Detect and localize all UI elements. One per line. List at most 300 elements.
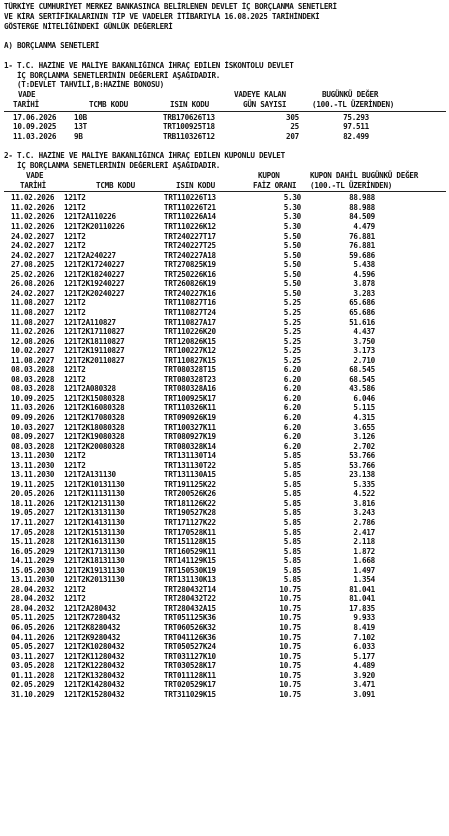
table-row xyxy=(4,661,445,671)
deger-cell: 5.115 xyxy=(353,403,375,413)
section1-separator xyxy=(4,111,446,112)
deger-cell: 81.041 xyxy=(349,584,375,594)
tcmb-cell: 121T2K15280432 xyxy=(64,689,125,699)
isin-cell: TRT150530K19 xyxy=(164,565,216,575)
isin-cell: TRT191125K22 xyxy=(164,479,216,489)
faiz-cell: 5.50 xyxy=(283,279,301,289)
table-row xyxy=(4,442,445,452)
table-row xyxy=(4,556,445,566)
faiz-cell: 5.85 xyxy=(283,575,301,585)
isin-cell: TRB110326T12 xyxy=(163,131,215,141)
tcmb-cell: 121T2A110226 xyxy=(64,212,116,222)
faiz-cell: 10.75 xyxy=(279,594,301,604)
col-kupon: KUPON xyxy=(258,170,280,180)
tcmb-cell: 121T2K18080328 xyxy=(64,422,125,432)
isin-cell: TRT110226A14 xyxy=(164,212,216,222)
col-tcmb: TCMB KODU xyxy=(96,180,135,190)
deger-cell: 97.511 xyxy=(343,122,369,132)
table-row xyxy=(4,613,445,623)
vade-cell: 10.09.2025 xyxy=(11,393,55,403)
deger-cell: 65.686 xyxy=(349,298,375,308)
isin-cell: TRT031127K10 xyxy=(164,651,216,661)
deger-cell: 2.786 xyxy=(353,517,375,527)
tcmb-cell: 121T2K18131130 xyxy=(64,556,125,566)
vade-cell: 17.06.2026 xyxy=(13,112,57,122)
deger-cell: 88.988 xyxy=(349,202,375,212)
deger-cell: 3.816 xyxy=(353,498,375,508)
isin-cell: TRT110827T16 xyxy=(164,298,216,308)
gun-cell: 25 xyxy=(290,122,299,132)
deger-cell: 3.655 xyxy=(353,422,375,432)
isin-cell: TRT120826K15 xyxy=(164,336,216,346)
table-row xyxy=(4,394,445,404)
vade-cell: 28.04.2032 xyxy=(11,594,55,604)
faiz-cell: 5.25 xyxy=(283,307,301,317)
tcmb-cell: 121T2K9280432 xyxy=(64,632,121,642)
table-row xyxy=(4,652,445,662)
table-row xyxy=(4,518,445,528)
col-isin: ISIN KODU xyxy=(170,99,209,109)
table-row xyxy=(4,671,445,681)
isin-cell: TRT240227T25 xyxy=(164,241,216,251)
vade-cell: 08.03.2028 xyxy=(11,384,55,394)
vade-cell: 02.05.2029 xyxy=(11,680,55,690)
vade-cell: 28.04.2032 xyxy=(11,603,55,613)
deger-cell: 75.293 xyxy=(343,112,369,122)
table-row xyxy=(4,680,445,690)
tcmb-cell: 121T2K10280432 xyxy=(64,642,125,652)
table-row xyxy=(4,461,445,471)
vade-cell: 04.11.2026 xyxy=(11,632,55,642)
deger-cell: 1.497 xyxy=(353,565,375,575)
table-row xyxy=(4,365,445,375)
faiz-cell: 6.20 xyxy=(283,441,301,451)
deger-cell: 3.283 xyxy=(353,288,375,298)
isin-cell: TRT110226K20 xyxy=(164,327,216,337)
isin-cell: TRT181126K22 xyxy=(164,498,216,508)
isin-cell: TRT020529K17 xyxy=(164,680,216,690)
table-row xyxy=(4,499,445,509)
vade-cell: 11.03.2026 xyxy=(13,131,57,141)
vade-cell: 11.08.2027 xyxy=(11,307,55,317)
section2-table xyxy=(4,193,445,699)
deger-cell: 8.419 xyxy=(353,623,375,632)
table-row xyxy=(4,270,445,280)
faiz-cell: 5.50 xyxy=(283,250,301,260)
table-row xyxy=(4,241,445,251)
section1-title-2: İÇ BORÇLANMA SENETLERİNİN DEĞERLERİ AŞAĞIDADIR. xyxy=(4,70,221,80)
vade-cell: 14.11.2029 xyxy=(11,556,55,566)
deger-cell: 3.091 xyxy=(353,689,375,699)
vade-cell: 24.02.2027 xyxy=(11,241,55,251)
faiz-cell: 5.50 xyxy=(283,241,301,251)
isin-cell: TRT030528K17 xyxy=(164,661,216,671)
section2-header-row-1 xyxy=(4,171,445,181)
tcmb-cell: 121T2K8280432 xyxy=(64,623,121,632)
isin-cell: TRT260826K19 xyxy=(164,279,216,289)
table-row xyxy=(4,113,445,123)
faiz-cell: 6.20 xyxy=(283,403,301,413)
vade-cell: 18.11.2026 xyxy=(11,498,55,508)
faiz-cell: 5.30 xyxy=(283,193,301,203)
col-tcmb: TCMB KODU xyxy=(89,99,128,109)
table-row xyxy=(4,356,445,366)
table-row xyxy=(4,585,445,595)
vade-cell: 01.11.2028 xyxy=(11,670,55,680)
isin-cell: TRT171127K22 xyxy=(164,517,216,527)
header-line-2: VE KİRA SERTİFİKALARININ TİP VE VADELER İTİBARIYLA 16.08.2025 TARİHİNDEKİ xyxy=(4,11,320,21)
isin-cell: TRT141129K15 xyxy=(164,556,216,566)
vade-cell: 08.09.2027 xyxy=(11,432,55,442)
vade-cell: 11.02.2026 xyxy=(11,212,55,222)
vade-cell: 06.05.2026 xyxy=(11,623,55,632)
tcmb-cell: 121T2 xyxy=(64,584,86,594)
deger-cell: 4.522 xyxy=(353,489,375,499)
section2-title-2: İÇ BORÇLANMA SENETLERİNİN DEĞERLERİ AŞAĞIDADIR. xyxy=(4,161,221,170)
vade-cell: 12.08.2026 xyxy=(11,336,55,346)
faiz-cell: 5.85 xyxy=(283,537,301,547)
deger-cell: 6.033 xyxy=(353,642,375,652)
tcmb-cell: 121T2A080328 xyxy=(64,384,116,394)
vade-cell: 13.11.2030 xyxy=(11,575,55,585)
vade-cell: 11.08.2027 xyxy=(11,298,55,308)
vade-cell: 19.11.2025 xyxy=(11,479,55,489)
table-row xyxy=(4,604,445,614)
table-row xyxy=(4,575,445,585)
faiz-cell: 6.20 xyxy=(283,393,301,403)
tcmb-cell: 121T2K20240227 xyxy=(64,288,125,298)
section1-header-row-1 xyxy=(4,90,445,100)
vade-cell: 16.05.2029 xyxy=(11,546,55,556)
faiz-cell: 10.75 xyxy=(279,689,301,699)
deger-cell: 81.041 xyxy=(349,594,375,604)
tcmb-cell: 121T2 xyxy=(64,307,86,317)
tcmb-cell: 121T2 xyxy=(64,460,86,470)
tcmb-cell: 121T2K14131130 xyxy=(64,517,125,527)
isin-cell: TRT311029K15 xyxy=(164,689,216,699)
deger-cell: 3.878 xyxy=(353,279,375,289)
tcmb-cell: 121T2A131130 xyxy=(64,470,116,480)
isin-cell: TRT011128K11 xyxy=(164,670,216,680)
faiz-cell: 5.25 xyxy=(283,336,301,346)
faiz-cell: 6.20 xyxy=(283,384,301,394)
faiz-cell: 10.75 xyxy=(279,661,301,671)
tcmb-cell: 121T2K12280432 xyxy=(64,661,125,671)
isin-cell: TRT110326K11 xyxy=(164,403,216,413)
col-deger: BUGÜNKÜ DEĞER xyxy=(322,90,379,100)
tcmb-cell: 121T2K20080328 xyxy=(64,441,125,451)
tcmb-cell: 121T2K15080328 xyxy=(64,393,125,403)
table-row xyxy=(4,690,445,700)
isin-cell: TRT131130T22 xyxy=(164,460,216,470)
table-row xyxy=(4,633,445,643)
table-row xyxy=(4,403,445,413)
tcmb-cell: 121T2K16080328 xyxy=(64,403,125,413)
tcmb-cell: 121T2K11280432 xyxy=(64,651,125,661)
faiz-cell: 10.75 xyxy=(279,642,301,652)
isin-cell: TRT080328A16 xyxy=(164,384,216,394)
vade-cell: 11.08.2027 xyxy=(11,317,55,327)
vade-cell: 28.04.2032 xyxy=(11,584,55,594)
deger-cell: 2.417 xyxy=(353,527,375,537)
faiz-cell: 6.20 xyxy=(283,374,301,384)
vade-cell: 20.05.2026 xyxy=(11,489,55,499)
deger-cell: 1.668 xyxy=(353,556,375,566)
vade-cell: 11.03.2026 xyxy=(11,403,55,413)
table-row xyxy=(4,489,445,499)
tcmb-cell: 121T2K18240227 xyxy=(64,269,125,279)
isin-cell: TRB170626T13 xyxy=(163,112,215,122)
vade-cell: 05.05.2027 xyxy=(11,642,55,652)
header-line-1: TÜRKİYE CUMHURİYET MERKEZ BANKASINCA BELİRLENEN DEVLET İÇ BORÇLANMA SENETLERİ xyxy=(4,2,337,11)
faiz-cell: 5.85 xyxy=(283,527,301,537)
deger-cell: 3.920 xyxy=(353,670,375,680)
deger-cell: 6.046 xyxy=(353,393,375,403)
faiz-cell: 5.25 xyxy=(283,346,301,356)
isin-cell: TRT090926K19 xyxy=(164,412,216,422)
col-vade: VADE xyxy=(26,170,44,180)
table-row xyxy=(4,547,445,557)
vade-cell: 08.03.2028 xyxy=(11,365,55,375)
table-row xyxy=(4,642,445,652)
faiz-cell: 5.50 xyxy=(283,260,301,270)
deger-cell: 82.499 xyxy=(343,131,369,141)
vade-cell: 11.02.2026 xyxy=(11,222,55,232)
faiz-cell: 5.85 xyxy=(283,565,301,575)
tcmb-cell: 13T xyxy=(74,122,87,132)
vade-cell: 03.05.2028 xyxy=(11,661,55,671)
vade-cell: 26.08.2026 xyxy=(11,279,55,289)
tcmb-cell: 121T2K7280432 xyxy=(64,613,121,623)
faiz-cell: 5.50 xyxy=(283,231,301,241)
vade-cell: 15.05.2030 xyxy=(11,565,55,575)
tcmb-cell: 121T2K17131130 xyxy=(64,546,125,556)
isin-cell: TRT080328K14 xyxy=(164,441,216,451)
deger-cell: 65.686 xyxy=(349,307,375,317)
tcmb-cell: 121T2 xyxy=(64,202,86,212)
isin-cell: TRT240227T17 xyxy=(164,231,216,241)
table-row xyxy=(4,327,445,337)
isin-cell: TRT080328T15 xyxy=(164,365,216,375)
faiz-cell: 10.75 xyxy=(279,632,301,642)
tcmb-cell: 121T2K11131130 xyxy=(64,489,125,499)
table-row xyxy=(4,212,445,222)
table-row xyxy=(4,203,445,213)
vade-cell: 27.08.2025 xyxy=(11,260,55,270)
isin-cell: TRT280432T22 xyxy=(164,594,216,604)
deger-cell: 68.545 xyxy=(349,365,375,375)
deger-cell: 4.479 xyxy=(353,222,375,232)
isin-cell: TRT240227K16 xyxy=(164,288,216,298)
table-row xyxy=(4,508,445,518)
vade-cell: 08.03.2028 xyxy=(11,374,55,384)
vade-cell: 05.11.2025 xyxy=(11,613,55,623)
vade-cell: 10.02.2027 xyxy=(11,346,55,356)
tcmb-cell: 121T2 xyxy=(64,365,86,375)
faiz-cell: 5.25 xyxy=(283,327,301,337)
faiz-cell: 5.85 xyxy=(283,460,301,470)
table-row xyxy=(4,346,445,356)
faiz-cell: 6.20 xyxy=(283,365,301,375)
deger-cell: 59.686 xyxy=(349,250,375,260)
isin-cell: TRT131130K13 xyxy=(164,575,216,585)
table-row xyxy=(4,318,445,328)
vade-cell: 10.03.2027 xyxy=(11,422,55,432)
table-row xyxy=(4,413,445,423)
faiz-cell: 5.30 xyxy=(283,202,301,212)
section1-table xyxy=(4,113,445,142)
deger-cell: 5.335 xyxy=(353,479,375,489)
vade-cell: 11.02.2026 xyxy=(11,327,55,337)
tcmb-cell: 121T2K13131130 xyxy=(64,508,125,518)
tcmb-cell: 121T2K20131130 xyxy=(64,575,125,585)
tcmb-cell: 9B xyxy=(74,131,83,141)
tcmb-cell: 121T2 xyxy=(64,374,86,384)
tcmb-cell: 121T2K16131130 xyxy=(64,537,125,547)
vade-cell: 13.11.2030 xyxy=(11,460,55,470)
vade-cell: 24.02.2027 xyxy=(11,231,55,241)
col-vade: VADE xyxy=(18,90,36,100)
tcmb-cell: 121T2 xyxy=(64,298,86,308)
deger-cell: 3.126 xyxy=(353,432,375,442)
deger-cell: 5.177 xyxy=(353,651,375,661)
tcmb-cell: 121T2A280432 xyxy=(64,603,116,613)
tcmb-cell: 121T2 xyxy=(64,231,86,241)
isin-cell: TRT240227A18 xyxy=(164,250,216,260)
isin-cell: TRT200526K26 xyxy=(164,489,216,499)
tcmb-cell: 121T2K19080328 xyxy=(64,432,125,442)
isin-cell: TRT100925T18 xyxy=(163,122,215,132)
deger-cell: 2.710 xyxy=(353,355,375,365)
isin-cell: TRT160529K11 xyxy=(164,546,216,556)
isin-cell: TRT170528K11 xyxy=(164,527,216,537)
isin-cell: TRT280432A15 xyxy=(164,603,216,613)
vade-cell: 19.05.2027 xyxy=(11,508,55,518)
faiz-cell: 5.85 xyxy=(283,546,301,556)
tcmb-cell: 121T2K19110827 xyxy=(64,346,125,356)
deger-cell: 1.354 xyxy=(353,575,375,585)
section1-title-1: 1- T.C. HAZİNE VE MALİYE BAKANLIĞINCA İHRAÇ EDİLEN İSKONTOLU DEVLET xyxy=(4,60,294,70)
table-row xyxy=(4,480,445,490)
vade-cell: 24.02.2027 xyxy=(11,250,55,260)
faiz-cell: 6.20 xyxy=(283,412,301,422)
isin-cell: TRT151128K15 xyxy=(164,537,216,547)
tcmb-cell: 121T2K20110827 xyxy=(64,355,125,365)
faiz-cell: 10.75 xyxy=(279,613,301,623)
faiz-cell: 6.20 xyxy=(283,432,301,442)
isin-cell: TRT100925K17 xyxy=(164,393,216,403)
deger-cell: 7.102 xyxy=(353,632,375,642)
vade-cell: 13.11.2030 xyxy=(11,470,55,480)
col-degerbirim: (100.-TL ÜZERİNDEN) xyxy=(312,99,395,109)
table-row xyxy=(4,298,445,308)
isin-cell: TRT060526K32 xyxy=(164,623,216,632)
isin-cell: TRT110226K12 xyxy=(164,222,216,232)
isin-cell: TRT270825K19 xyxy=(164,260,216,270)
deger-cell: 23.138 xyxy=(349,470,375,480)
isin-cell: TRT051125K36 xyxy=(164,613,216,623)
tcmb-cell: 121T2K17080328 xyxy=(64,412,125,422)
table-row xyxy=(4,623,445,633)
deger-cell: 5.438 xyxy=(353,260,375,270)
vade-cell: 11.08.2027 xyxy=(11,355,55,365)
faiz-cell: 10.75 xyxy=(279,670,301,680)
section2-title-1: 2- T.C. HAZİNE VE MALİYE BAKANLIĞINCA İHRAÇ EDİLEN KUPONLU DEVLET xyxy=(4,151,285,161)
faiz-cell: 5.25 xyxy=(283,317,301,327)
vade-cell: 17.05.2028 xyxy=(11,527,55,537)
table-row xyxy=(4,451,445,461)
faiz-cell: 5.25 xyxy=(283,298,301,308)
isin-cell: TRT250226K16 xyxy=(164,269,216,279)
deger-cell: 84.509 xyxy=(349,212,375,222)
isin-cell: TRT131130A15 xyxy=(164,470,216,480)
vade-cell: 03.11.2027 xyxy=(11,651,55,661)
table-row xyxy=(4,251,445,261)
tcmb-cell: 121T2K20110226 xyxy=(64,222,125,232)
col-tarihi: TARİHİ xyxy=(20,180,46,190)
vade-cell: 13.11.2030 xyxy=(11,451,55,461)
isin-cell: TRT280432T14 xyxy=(164,584,216,594)
faiz-cell: 6.20 xyxy=(283,422,301,432)
faiz-cell: 10.75 xyxy=(279,603,301,613)
vade-cell: 08.03.2028 xyxy=(11,441,55,451)
isin-cell: TRT080328T23 xyxy=(164,374,216,384)
deger-cell: 4.596 xyxy=(353,269,375,279)
faiz-cell: 5.85 xyxy=(283,470,301,480)
col-kalan: VADEYE KALAN xyxy=(234,90,286,100)
faiz-cell: 10.75 xyxy=(279,680,301,690)
vade-cell: 25.02.2026 xyxy=(11,269,55,279)
header-line-3: GÖSTERGE NİTELİĞİNDEKİ GÜNLÜK DEĞERLERİ xyxy=(4,21,173,31)
table-row xyxy=(4,222,445,232)
gun-cell: 207 xyxy=(286,131,299,141)
table-row xyxy=(4,260,445,270)
tcmb-cell: 121T2K19240227 xyxy=(64,279,125,289)
deger-cell: 53.766 xyxy=(349,460,375,470)
tcmb-cell: 121T2K19131130 xyxy=(64,565,125,575)
deger-cell: 76.881 xyxy=(349,231,375,241)
tcmb-cell: 121T2K12131130 xyxy=(64,498,125,508)
isin-cell: TRT110827K15 xyxy=(164,355,216,365)
isin-cell: TRT100227K12 xyxy=(164,346,216,356)
faiz-cell: 5.85 xyxy=(283,517,301,527)
deger-cell: 88.988 xyxy=(349,193,375,203)
tcmb-cell: 121T2 xyxy=(64,451,86,461)
faiz-cell: 5.85 xyxy=(283,556,301,566)
faiz-cell: 5.25 xyxy=(283,355,301,365)
tcmb-cell: 121T2K13280432 xyxy=(64,670,125,680)
table-row xyxy=(4,566,445,576)
vade-cell: 24.02.2027 xyxy=(11,288,55,298)
tcmb-cell: 121T2K14280432 xyxy=(64,680,125,690)
vade-cell: 31.10.2029 xyxy=(11,689,55,699)
table-row xyxy=(4,423,445,433)
faiz-cell: 5.85 xyxy=(283,479,301,489)
col-degerbirim: (100.-TL ÜZERİNDEN) xyxy=(310,180,393,190)
deger-cell: 9.933 xyxy=(353,613,375,623)
col-gun: GÜN SAYISI xyxy=(243,99,287,109)
vade-cell: 09.09.2026 xyxy=(11,412,55,422)
table-row xyxy=(4,232,445,242)
vade-cell: 11.02.2026 xyxy=(11,202,55,212)
isin-cell: TRT041126K36 xyxy=(164,632,216,642)
vade-cell: 15.11.2028 xyxy=(11,537,55,547)
section2-separator xyxy=(4,191,446,192)
deger-cell: 43.586 xyxy=(349,384,375,394)
table-row xyxy=(4,337,445,347)
isin-cell: TRT110827T24 xyxy=(164,307,216,317)
col-faiz: FAİZ ORANI xyxy=(253,180,297,190)
